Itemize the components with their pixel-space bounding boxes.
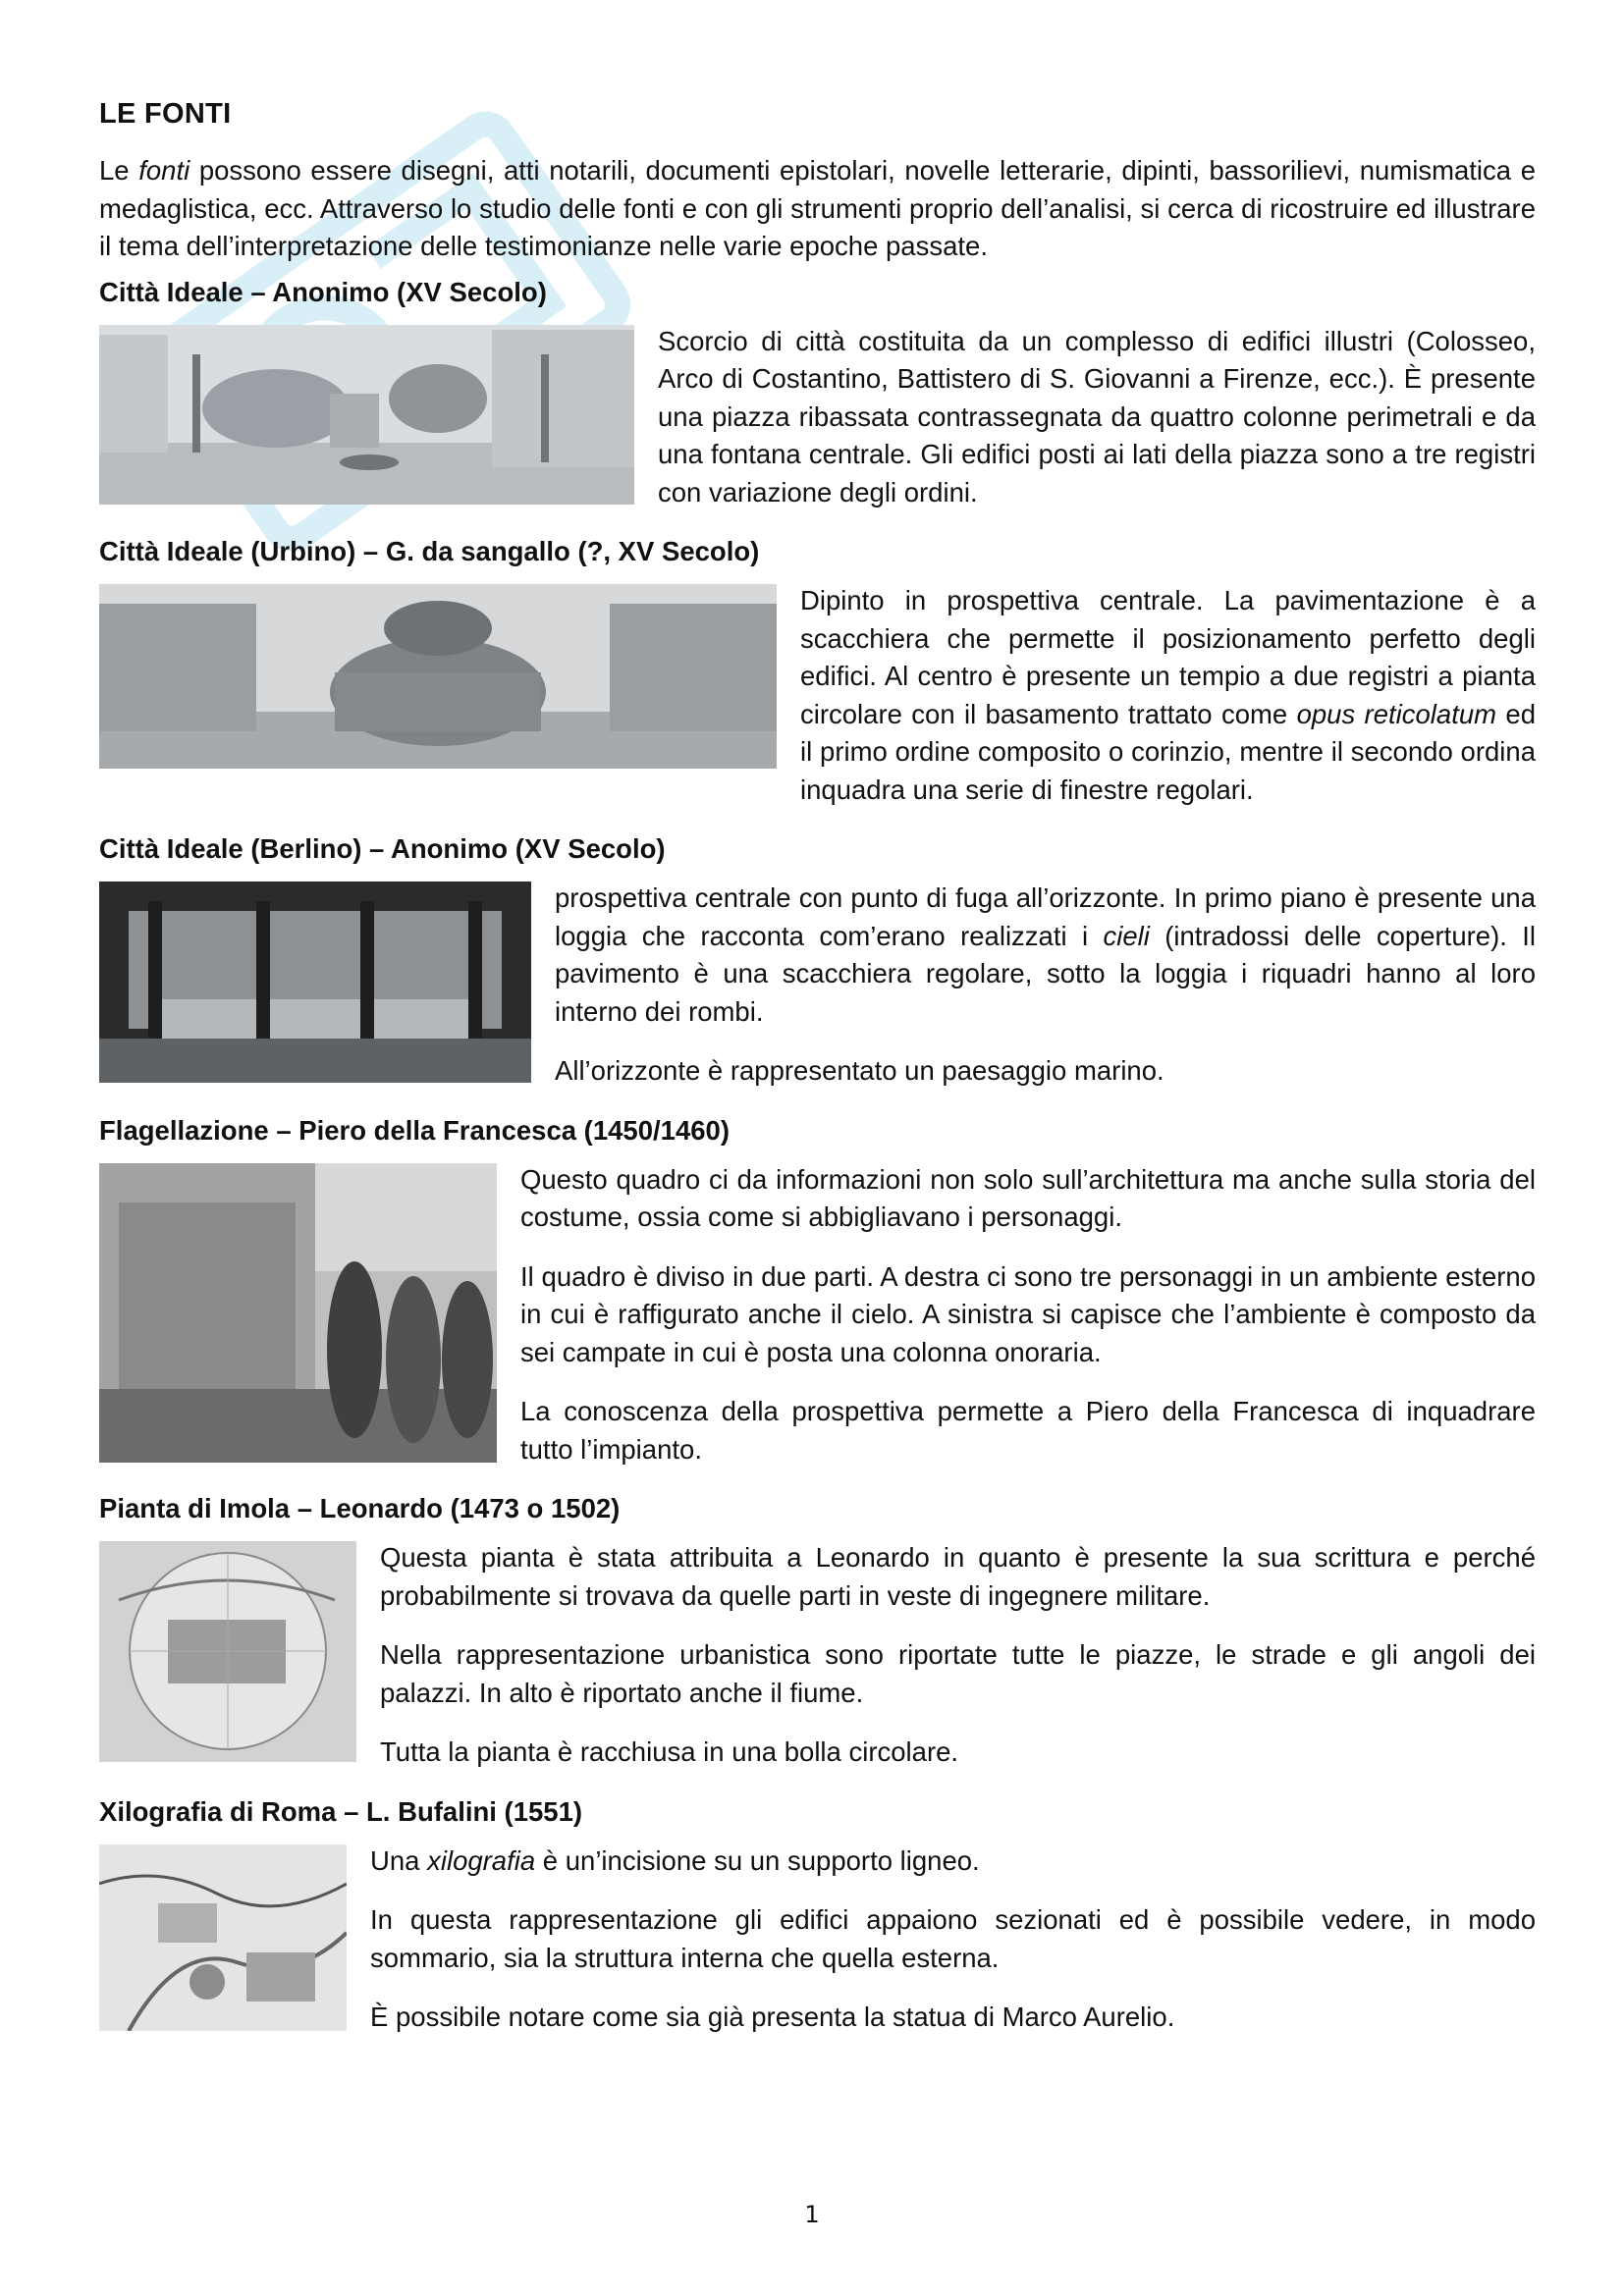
section-paragraph: Nella rappresentazione urbanistica sono riportate tutte le piazze, le strade e gli angoli dei palazzi. In alto è riportato anche il fiume. <box>380 1639 1536 1708</box>
section-paragraph: All’orizzonte è rappresentato un paesaggio marino. <box>555 1055 1164 1086</box>
section-citta-ideale-berlino <box>99 832 1536 1104</box>
page-number: 1 <box>804 2201 820 2228</box>
section-heading: Città Ideale (Berlino) – Anonimo (XV Secolo) <box>99 833 666 864</box>
section-heading: Xilografia di Roma – L. Bufalini (1551) <box>99 1795 583 1827</box>
section-paragraph: Questa pianta è stata attribuita a Leonardo in quanto è presente la sua scrittura e perché probabilmente si trovava da quelle parti in veste di ingegnere militare. <box>380 1542 1536 1611</box>
section-paragraph: In questa rappresentazione gli edifici appaiono sezionati ed è possibile vedere, in modo sommario, sia la struttura interna che quella esterna. <box>370 1904 1536 1973</box>
section-paragraph: Scorcio di città costituita da un complesso di edifici illustri (Colosseo, Arco di Costantino, Battistero di S. Giovanni a Firenze, ecc.). È presente una piazza ribassata contrassegnata da quattro colonne perimetrali e da una fontana centrale. Gli edifici posti ai lati della piazza sono a tre registri con variazione degli ordini. <box>658 325 1536 507</box>
section-paragraph: È possibile notare come sia già presenta la statua di Marco Aurelio. <box>370 2002 1175 2032</box>
section-paragraph: Dipinto in prospettiva centrale. La pavimentazione è a scacchiera che permette il posizionamento perfetto degli edifici. Al centro è presente un tempio a due registri a pianta circolare con il basamento trattato come opus reticolatum ed il primo ordine composito o corinzio, mentre il secondo ordina inquadra una serie di finestre regolari. <box>800 585 1536 805</box>
image-xilografia-roma <box>99 1844 347 2031</box>
section-heading: Città Ideale (Urbino) – G. da sangallo (?, XV Secolo) <box>99 536 760 566</box>
section-heading: Pianta di Imola – Leonardo (1473 o 1502) <box>99 1493 621 1523</box>
section-paragraph: prospettiva centrale con punto di fuga all’orizzonte. In primo piano è presente una loggia che racconta com’erano realizzati i cieli (intradossi delle coperture). Il pavimento è una scacchiera regolare, sotto la loggia i riquadri hanno al loro interno dei rombi. <box>555 882 1536 1027</box>
section-paragraph: Una xilografia è un’incisione su un supporto ligneo. <box>370 1844 980 1876</box>
section-paragraph: Il quadro è diviso in due parti. A destra ci sono tre personaggi in un ambiente esterno in cui è raffigurato anche il cielo. A sinistra si capisce che l’ambiente è composto da sei campate in cui è posta una colonna onoraria. <box>520 1260 1536 1367</box>
section-citta-ideale-urbino <box>99 535 1536 823</box>
section-heading: Città Ideale – Anonimo (XV Secolo) <box>99 276 547 307</box>
image-citta-ideale-urbino <box>99 584 777 769</box>
image-citta-ideale <box>99 325 634 505</box>
section-flagellazione <box>99 1114 1536 1483</box>
intro-italic-term: fonti <box>138 155 190 186</box>
section-xilografia-roma <box>99 1795 1536 2051</box>
section-paragraph: La conoscenza della prospettiva permette a Piero della Francesca di inquadrare tutto l’impianto. <box>520 1396 1536 1465</box>
image-pianta-imola <box>99 1541 356 1762</box>
section-paragraph: Tutta la pianta è racchiusa in una bolla circolare. <box>380 1736 959 1767</box>
section-paragraph: Questo quadro ci da informazioni non solo sull’architettura ma anche sulla storia del costume, ossia come si abbigliavano i personaggi. <box>520 1163 1536 1232</box>
section-heading: Flagellazione – Piero della Francesca (1450/1460) <box>99 1114 730 1146</box>
section-citta-ideale-anonimo <box>99 276 1536 526</box>
image-citta-ideale-berlino <box>99 881 531 1083</box>
document-page <box>99 98 1536 2060</box>
image-flagellazione <box>99 1163 497 1463</box>
section-pianta-imola <box>99 1492 1536 1786</box>
intro-paragraph: Le fonti possono essere disegni, atti notarili, documenti epistolari, novelle letterarie, dipinti, bassorilievi, numismatica e medaglistica, ecc. Attraverso lo studio delle fonti e con gli strumenti proprio dell’analisi, si cerca di ricostruire ed illustrare il tema dell’interpretazione delle testimonianze nelle varie epoche passate. <box>99 155 1536 261</box>
page-title: LE FONTI <box>99 98 232 130</box>
